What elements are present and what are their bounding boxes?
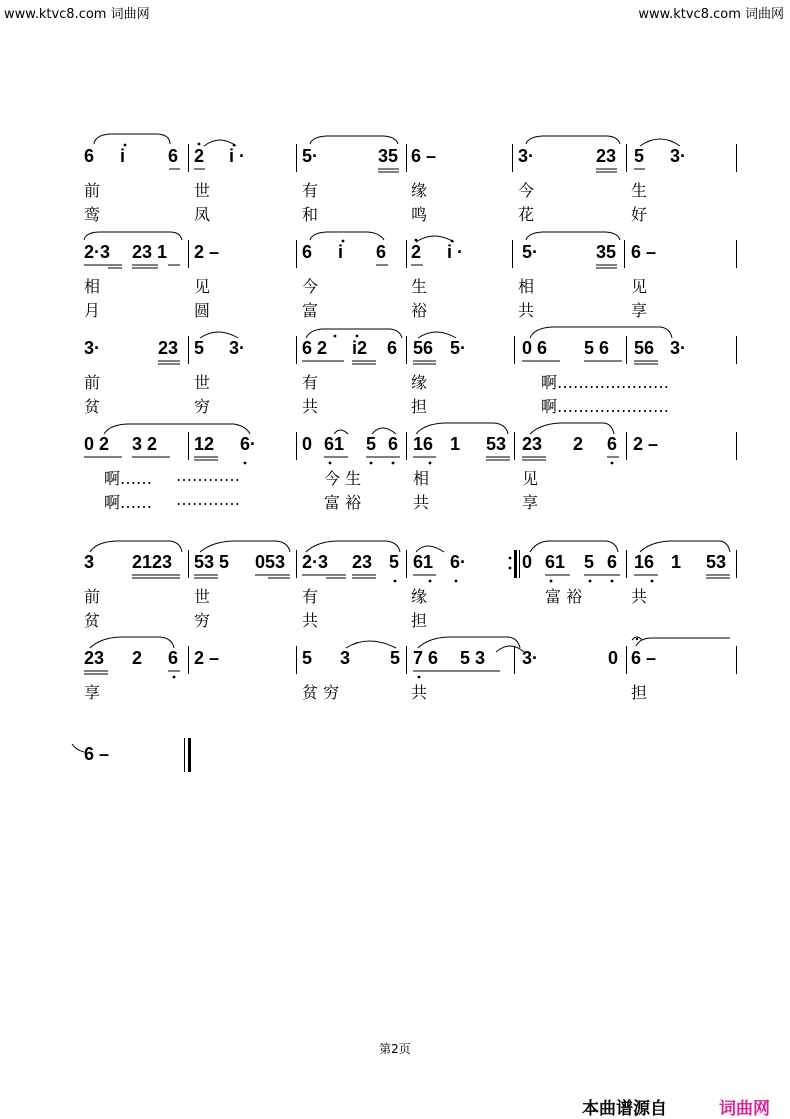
slurs-and-dots — [0, 428, 790, 468]
lyric: 享 — [84, 683, 101, 702]
lyric: 有 — [302, 587, 319, 606]
lyrics-line-1 — [0, 178, 790, 202]
lyrics-line-2 — [0, 298, 790, 322]
lyric: 凤 — [194, 205, 211, 224]
lyrics-line-1 — [0, 584, 790, 608]
note: 12 — [194, 434, 215, 454]
note: 56 — [634, 338, 655, 358]
note: 3 — [340, 648, 351, 668]
lyric: 贫 — [84, 611, 101, 630]
lyrics-line-2 — [0, 608, 790, 632]
note: 6· — [240, 434, 257, 454]
lyrics-line-1 — [0, 274, 790, 298]
lyric: 担 — [411, 611, 428, 630]
note: 7 6 — [413, 648, 439, 668]
note: 35 — [596, 242, 617, 262]
lyrics-line-2 — [0, 202, 790, 226]
slurs-and-dots — [0, 332, 790, 372]
note: 23 — [84, 648, 105, 668]
note: 0 — [522, 552, 533, 572]
lyric: 富 裕 — [324, 493, 362, 512]
note: 1 — [450, 434, 461, 454]
note: i — [120, 146, 126, 166]
lyric: 啊…… — [104, 493, 153, 512]
note: 6 — [388, 434, 399, 454]
lyric: 共 — [302, 397, 319, 416]
note: 6 — [607, 434, 618, 454]
lyric: 圆 — [194, 301, 211, 320]
note: 3· — [518, 146, 535, 166]
lyric: 享 — [522, 493, 539, 512]
note: 16 — [634, 552, 655, 572]
note: 2 — [132, 648, 143, 668]
lyric: 啊…… — [104, 469, 153, 488]
slurs-and-dots — [0, 236, 790, 276]
lyric: 见 — [522, 469, 539, 488]
note: 23 — [522, 434, 543, 454]
note: 6 2 — [302, 338, 328, 358]
lyric: 前 — [84, 181, 101, 200]
lyric: 缘 — [411, 181, 428, 200]
note: 5· — [522, 242, 539, 262]
lyric: 见 — [631, 277, 648, 296]
note: 61 — [413, 552, 434, 572]
lyric: 世 — [194, 373, 211, 392]
lyric: 啊………………… — [541, 373, 670, 392]
note: 6· — [450, 552, 467, 572]
lyric: 世 — [194, 181, 211, 200]
note: 23 1 — [132, 242, 168, 262]
lyric: 缘 — [411, 373, 428, 392]
note: 2 – — [633, 434, 659, 454]
lyric: 富 裕 — [545, 587, 583, 606]
note: 61 — [324, 434, 345, 454]
note: 6 – — [631, 648, 657, 668]
note: 2 — [194, 146, 205, 166]
lyric: 今 — [518, 181, 535, 200]
note: 2 – — [194, 242, 220, 262]
note: 53 — [706, 552, 727, 572]
note: 3· — [229, 338, 246, 358]
note: 5· — [302, 146, 319, 166]
note: 5 — [389, 552, 400, 572]
lyric: 前 — [84, 373, 101, 392]
note: 5 — [194, 338, 205, 358]
lyric: 穷 — [194, 611, 211, 630]
note: 3· — [670, 146, 687, 166]
lyric: 有 — [302, 373, 319, 392]
site-header-left: www.ktvc8.com 词曲网 — [4, 7, 150, 22]
lyric: 富 — [302, 301, 319, 320]
note: 61 — [545, 552, 566, 572]
note: 3 2 — [132, 434, 158, 454]
note: 6 – — [84, 744, 110, 764]
lyric: ………… — [176, 466, 240, 485]
note: 053 — [255, 552, 286, 572]
lyric: 生 — [631, 181, 648, 200]
lyric: 世 — [194, 587, 211, 606]
site-header-right: www.ktvc8.com 词曲网 — [638, 7, 784, 22]
final-barline-thin — [184, 738, 185, 772]
note: 53 5 — [194, 552, 230, 572]
note: 2·3 — [84, 242, 111, 262]
note: 5 6 — [584, 338, 610, 358]
lyric: 共 — [631, 587, 648, 606]
note: i — [338, 242, 344, 262]
lyric: 担 — [411, 397, 428, 416]
lyric: 共 — [302, 611, 319, 630]
note: 2 — [573, 434, 584, 454]
lyric: 生 — [411, 277, 428, 296]
note: 5 — [584, 552, 595, 572]
note: 6 — [168, 146, 179, 166]
credit-logo[interactable]: 词曲网 — [719, 1099, 770, 1119]
tie-mark — [0, 738, 790, 778]
note: i · — [229, 146, 245, 166]
note: 23 — [158, 338, 179, 358]
lyric: 缘 — [411, 587, 428, 606]
note: 6 — [376, 242, 387, 262]
lyrics-line-1 — [0, 680, 790, 704]
note: 6 – — [631, 242, 657, 262]
lyric: 有 — [302, 181, 319, 200]
lyric: 鸾 — [84, 205, 101, 224]
note: 6 — [84, 146, 95, 166]
lyric: 鸣 — [411, 205, 428, 224]
note: 6 — [302, 242, 313, 262]
lyric: 穷 — [194, 397, 211, 416]
lyric: 共 — [411, 683, 428, 702]
lyric: 共 — [518, 301, 535, 320]
note: 5· — [450, 338, 467, 358]
slurs-and-dots — [0, 642, 790, 682]
note: i2 — [352, 338, 368, 358]
note: 2123 — [132, 552, 173, 572]
lyric: 相 — [84, 277, 101, 296]
note: 0 — [302, 434, 313, 454]
final-barline-thick — [188, 738, 191, 772]
lyric: 见 — [194, 277, 211, 296]
note: 3 — [84, 552, 95, 572]
note: 6 — [168, 648, 179, 668]
lyric: 相 — [413, 469, 430, 488]
note: 2 – — [194, 648, 220, 668]
note: 35 — [378, 146, 399, 166]
lyric: 今 — [302, 277, 319, 296]
note: 23 — [596, 146, 617, 166]
note: 0 — [608, 648, 619, 668]
page-number: 第2页 — [379, 1042, 411, 1056]
note: 5 — [634, 146, 645, 166]
note: 0 6 — [522, 338, 548, 358]
lyrics-line-1 — [0, 370, 790, 394]
lyric: 共 — [413, 493, 430, 512]
lyric: 裕 — [411, 301, 428, 320]
note: 5 — [390, 648, 401, 668]
lyric: 贫 穷 — [302, 683, 340, 702]
note: 6 – — [411, 146, 437, 166]
credit-text: 本曲谱源自 — [582, 1099, 667, 1119]
note: 16 — [413, 434, 434, 454]
note: i · — [447, 242, 463, 262]
note: 6 — [387, 338, 398, 358]
lyric: 担 — [631, 683, 648, 702]
note: 3· — [670, 338, 687, 358]
note: 5 — [302, 648, 313, 668]
note: 5 — [366, 434, 377, 454]
lyric: ………… — [176, 490, 240, 509]
lyric: 前 — [84, 587, 101, 606]
lyric: 和 — [302, 205, 319, 224]
lyric: 月 — [84, 301, 101, 320]
note: 5 3 — [460, 648, 486, 668]
note: 3· — [522, 648, 539, 668]
note: 0 2 — [84, 434, 110, 454]
note: 23 — [352, 552, 373, 572]
lyric: 相 — [518, 277, 535, 296]
lyric: 好 — [631, 205, 648, 224]
lyric: 花 — [518, 205, 535, 224]
lyrics-line-2 — [0, 394, 790, 418]
lyric: 贫 — [84, 397, 101, 416]
note: 2·3 — [302, 552, 329, 572]
lyric: 享 — [631, 301, 648, 320]
slurs-and-dots — [0, 546, 790, 586]
note: 3· — [84, 338, 101, 358]
note: 6 — [607, 552, 618, 572]
slurs-and-dots — [0, 140, 790, 180]
note: 56 — [413, 338, 434, 358]
note: 1 — [671, 552, 682, 572]
lyric: 啊………………… — [541, 397, 670, 416]
note: 2 — [411, 242, 422, 262]
note: 53 — [486, 434, 507, 454]
lyrics-line-2 — [0, 490, 790, 514]
lyrics-line-1 — [0, 466, 790, 490]
lyric: 今 生 — [324, 469, 362, 488]
